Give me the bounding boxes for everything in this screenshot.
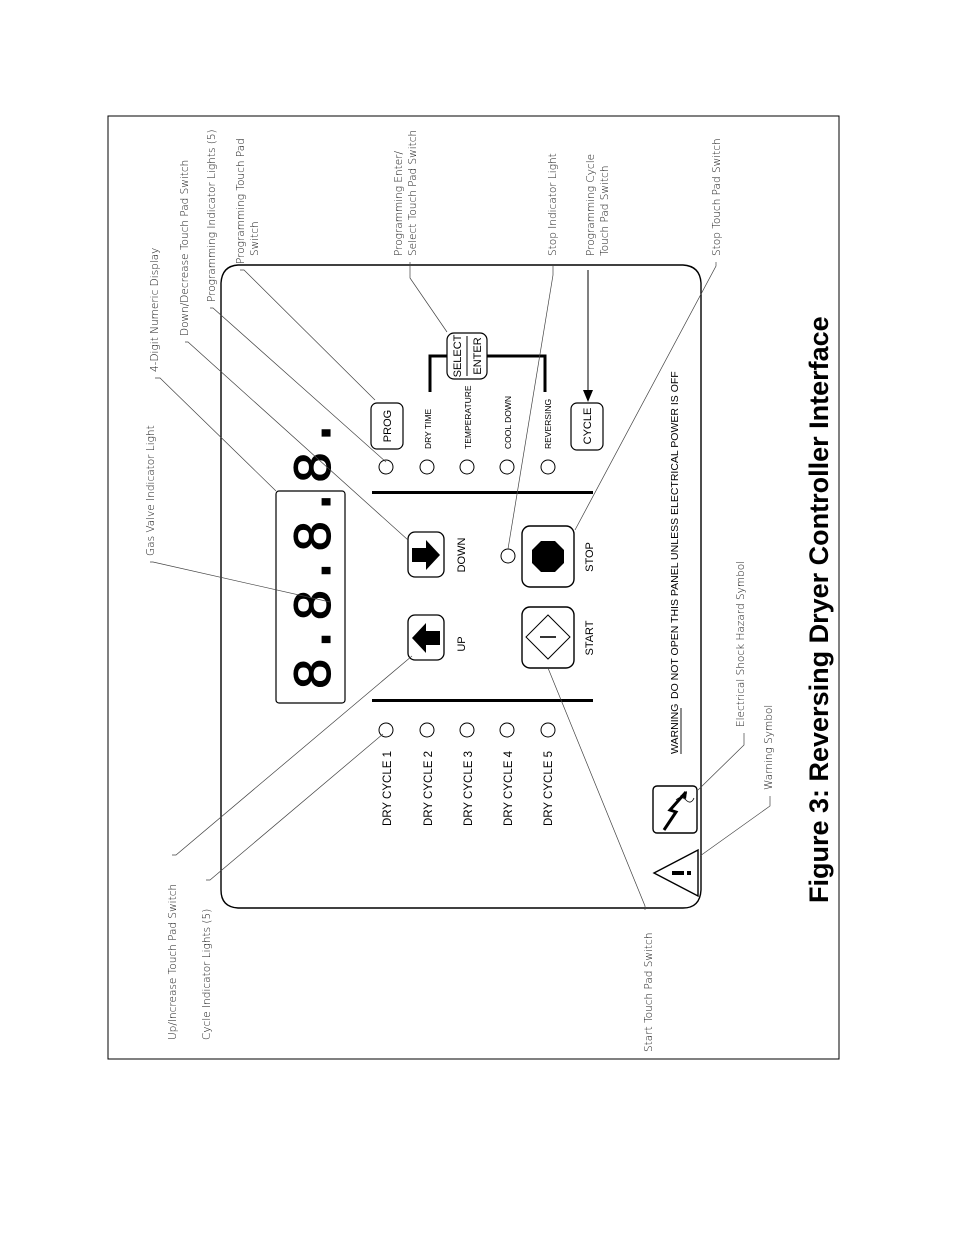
up-button[interactable] bbox=[408, 615, 468, 660]
down-button[interactable] bbox=[408, 532, 468, 577]
display-digits: 8.8.8.8. bbox=[286, 414, 347, 690]
enter-button-label: ENTER bbox=[472, 337, 484, 375]
stop-button-label: STOP bbox=[584, 542, 596, 572]
callout-enter-select-1: Programming Enter/ bbox=[393, 150, 405, 256]
cycle-label-2: DRY CYCLE 2 bbox=[423, 751, 435, 826]
callout-up-increase: Up/Increase Touch Pad Switch bbox=[167, 883, 179, 1040]
select-enter-button[interactable] bbox=[447, 333, 487, 379]
stop-octagon-icon bbox=[532, 541, 564, 572]
callout-start-switch: Start Touch Pad Switch bbox=[643, 932, 655, 1052]
cycle-label-5: DRY CYCLE 5 bbox=[543, 751, 555, 826]
cycle-light-3 bbox=[460, 723, 474, 737]
program-label-temperature: TEMPERATURE bbox=[463, 385, 473, 449]
callout-program-switch-2: Switch bbox=[249, 221, 261, 256]
up-button-label: UP bbox=[456, 636, 468, 652]
down-button-label: DOWN bbox=[456, 537, 468, 573]
cycle-light-2 bbox=[420, 723, 434, 737]
start-button[interactable] bbox=[522, 607, 596, 668]
program-light-dry-time bbox=[420, 460, 434, 474]
program-light-gas-valve bbox=[379, 460, 393, 474]
cycle-light-1 bbox=[379, 723, 393, 737]
callout-numeric-display: 4-Digit Numeric Display bbox=[149, 247, 161, 372]
warning-triangle-icon bbox=[654, 850, 698, 896]
cycle-label-3: DRY CYCLE 3 bbox=[463, 751, 475, 826]
stop-indicator-light bbox=[501, 549, 515, 563]
select-button-label: SELECT bbox=[452, 334, 464, 378]
callout-cycle-lights: Cycle Indicator Lights (5) bbox=[201, 908, 213, 1040]
program-light-cool-down bbox=[500, 460, 514, 474]
cycle-label-4: DRY CYCLE 4 bbox=[503, 751, 515, 826]
program-lights-group bbox=[379, 385, 555, 474]
callout-program-switch-1: Programming Touch Pad bbox=[235, 138, 247, 264]
electrical-shock-hazard-icon bbox=[653, 786, 697, 833]
cycle-button[interactable] bbox=[571, 403, 603, 450]
cycle-lights-group bbox=[379, 723, 555, 826]
callout-warning-symbol: Warning Symbol bbox=[763, 704, 775, 790]
stop-button[interactable] bbox=[522, 526, 596, 587]
prog-button[interactable] bbox=[371, 403, 403, 449]
cycle-button-label: CYCLE bbox=[582, 407, 594, 445]
divider-bar-bottom bbox=[372, 699, 593, 702]
callout-down-decrease: Down/Decrease Touch Pad Switch bbox=[179, 159, 191, 336]
warning-notice bbox=[669, 371, 681, 754]
program-label-reversing: REVERSING bbox=[543, 398, 553, 449]
start-button-label: START bbox=[584, 620, 596, 656]
callout-stop-switch: Stop Touch Pad Switch bbox=[711, 138, 723, 256]
callout-cycle-switch-1: Programming Cycle bbox=[585, 153, 597, 256]
warning-word: WARNING bbox=[669, 703, 681, 754]
callout-shock-hazard: Electrical Shock Hazard Symbol bbox=[735, 560, 747, 727]
callout-stop-light: Stop Indicator Light bbox=[547, 153, 559, 256]
figure-title: Figure 3: Reversing Dryer Controller Interface bbox=[804, 316, 834, 903]
numeric-display bbox=[276, 415, 347, 703]
program-light-reversing bbox=[541, 460, 555, 474]
cycle-light-5 bbox=[541, 723, 555, 737]
program-light-temperature bbox=[460, 460, 474, 474]
callout-program-lights: Programming Indicator Lights (5) bbox=[206, 129, 218, 302]
program-label-cool-down: COOL DOWN bbox=[503, 395, 513, 449]
callout-cycle-switch-2: Touch Pad Switch bbox=[599, 165, 611, 256]
callout-gas-valve: Gas Valve Indicator Light bbox=[145, 425, 157, 556]
divider-bar-top bbox=[372, 491, 593, 494]
prog-button-label: PROG bbox=[382, 409, 394, 443]
program-label-dry-time: DRY TIME bbox=[423, 408, 433, 449]
cycle-label-1: DRY CYCLE 1 bbox=[382, 751, 394, 826]
cycle-light-4 bbox=[500, 723, 514, 737]
warning-message: DO NOT OPEN THIS PANEL UNLESS ELECTRICAL POWER IS OFF bbox=[669, 371, 681, 699]
callout-enter-select-2: Select Touch Pad Switch bbox=[407, 129, 419, 256]
